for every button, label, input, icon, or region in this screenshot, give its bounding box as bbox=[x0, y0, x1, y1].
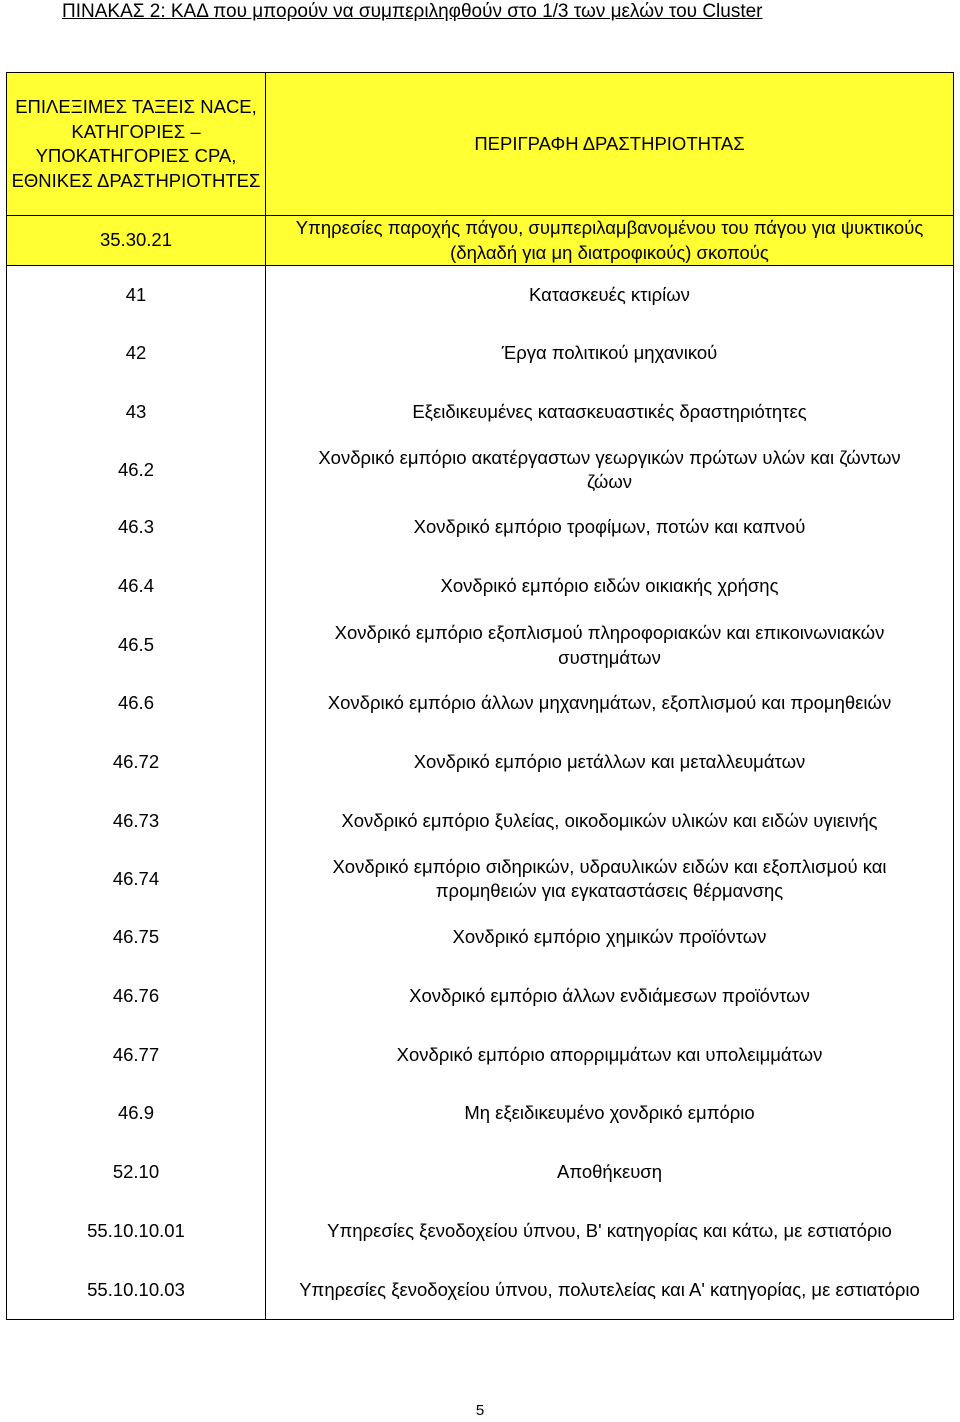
code-cell: 52.10 bbox=[7, 1143, 266, 1202]
description-cell: Υπηρεσίες ξενοδοχείου ύπνου, πολυτελείας και Α' κατηγορίας, με εστιατόριο bbox=[266, 1261, 954, 1320]
table-row bbox=[7, 442, 954, 499]
description-cell: Χονδρικό εμπόριο τροφίμων, ποτών και καπνού bbox=[266, 499, 954, 557]
table-row bbox=[7, 675, 954, 733]
description-cell: Υπηρεσίες παροχής πάγου, συμπεριλαμβανομένου του πάγου για ψυκτικούς (δηλαδή για μη διατροφικούς) σκοπούς bbox=[266, 216, 954, 266]
table-row bbox=[7, 1202, 954, 1261]
table-row bbox=[7, 557, 954, 617]
description-cell: Χονδρικό εμπόριο χημικών προϊόντων bbox=[266, 908, 954, 968]
table-row bbox=[7, 851, 954, 908]
code-cell: 43 bbox=[7, 383, 266, 442]
table-row bbox=[7, 1026, 954, 1085]
code-column-heading: ΕΠΙΛΕΞΙΜΕΣ ΤΑΞΕΙΣ NACE, ΚΑΤΗΓΟΡΙΕΣ – ΥΠΟΚΑΤΗΓΟΡΙΕΣ CPA, ΕΘΝΙΚΕΣ ΔΡΑΣΤΗΡΙΟΤΗΤΕΣ bbox=[7, 73, 266, 216]
table-row bbox=[7, 1261, 954, 1320]
code-cell: 46.9 bbox=[7, 1085, 266, 1143]
description-cell: Υπηρεσίες ξενοδοχείου ύπνου, Β' κατηγορίας και κάτω, με εστιατόριο bbox=[266, 1202, 954, 1261]
code-cell: 46.76 bbox=[7, 968, 266, 1026]
code-cell: 41 bbox=[7, 266, 266, 324]
code-cell: 55.10.10.01 bbox=[7, 1202, 266, 1261]
code-cell: 46.75 bbox=[7, 908, 266, 968]
code-cell: 42 bbox=[7, 324, 266, 383]
table-row bbox=[7, 617, 954, 675]
code-cell: 46.3 bbox=[7, 499, 266, 557]
table-row bbox=[7, 908, 954, 968]
description-cell: Χονδρικό εμπόριο μετάλλων και μεταλλευμάτων bbox=[266, 733, 954, 792]
code-cell: 55.10.10.03 bbox=[7, 1261, 266, 1320]
table-row bbox=[7, 324, 954, 383]
code-cell: 46.5 bbox=[7, 617, 266, 675]
table-row bbox=[7, 266, 954, 324]
code-cell: 35.30.21 bbox=[7, 216, 266, 266]
table-header-row bbox=[7, 73, 954, 216]
description-cell: Χονδρικό εμπόριο ξυλείας, οικοδομικών υλικών και ειδών υγιεινής bbox=[266, 792, 954, 851]
description-cell: Έργα πολιτικού μηχανικού bbox=[266, 324, 954, 383]
description-cell: Χονδρικό εμπόριο ειδών οικιακής χρήσης bbox=[266, 557, 954, 617]
description-cell: Εξειδικευμένες κατασκευαστικές δραστηριότητες bbox=[266, 383, 954, 442]
table-row bbox=[7, 216, 954, 266]
table-row bbox=[7, 792, 954, 851]
page-title: ΠΙΝΑΚΑΣ 2: ΚΑΔ που μπορούν να συμπεριληφθούν στο 1/3 των μελών του Cluster bbox=[62, 1, 763, 22]
code-cell: 46.6 bbox=[7, 675, 266, 733]
description-cell: Χονδρικό εμπόριο σιδηρικών, υδραυλικών ειδών και εξοπλισμού και προμηθειών για εγκαταστάσεις θέρμανσης bbox=[266, 851, 954, 908]
description-cell: Αποθήκευση bbox=[266, 1143, 954, 1202]
kad-table bbox=[6, 72, 954, 1320]
table-row bbox=[7, 733, 954, 792]
code-cell: 46.72 bbox=[7, 733, 266, 792]
description-cell: Χονδρικό εμπόριο εξοπλισμού πληροφοριακών και επικοινωνιακών συστημάτων bbox=[266, 617, 954, 675]
table-row bbox=[7, 499, 954, 557]
table-row bbox=[7, 1085, 954, 1143]
table-row bbox=[7, 1143, 954, 1202]
code-cell: 46.2 bbox=[7, 442, 266, 499]
code-cell: 46.77 bbox=[7, 1026, 266, 1085]
description-column-heading: ΠΕΡΙΓΡΑΦΗ ΔΡΑΣΤΗΡΙΟΤΗΤΑΣ bbox=[266, 73, 954, 216]
description-cell: Χονδρικό εμπόριο άλλων μηχανημάτων, εξοπλισμού και προμηθειών bbox=[266, 675, 954, 733]
description-cell: Χονδρικό εμπόριο ακατέργαστων γεωργικών πρώτων υλών και ζώντων ζώων bbox=[266, 442, 954, 499]
description-cell: Χονδρικό εμπόριο άλλων ενδιάμεσων προϊόντων bbox=[266, 968, 954, 1026]
description-cell: Μη εξειδικευμένο χονδρικό εμπόριο bbox=[266, 1085, 954, 1143]
code-cell: 46.74 bbox=[7, 851, 266, 908]
kad-table-body bbox=[7, 73, 954, 1320]
code-cell: 46.73 bbox=[7, 792, 266, 851]
table-row bbox=[7, 968, 954, 1026]
code-cell: 46.4 bbox=[7, 557, 266, 617]
description-cell: Χονδρικό εμπόριο απορριμμάτων και υπολειμμάτων bbox=[266, 1026, 954, 1085]
table-row bbox=[7, 383, 954, 442]
description-cell: Κατασκευές κτιρίων bbox=[266, 266, 954, 324]
page-number: 5 bbox=[475, 1402, 485, 1419]
